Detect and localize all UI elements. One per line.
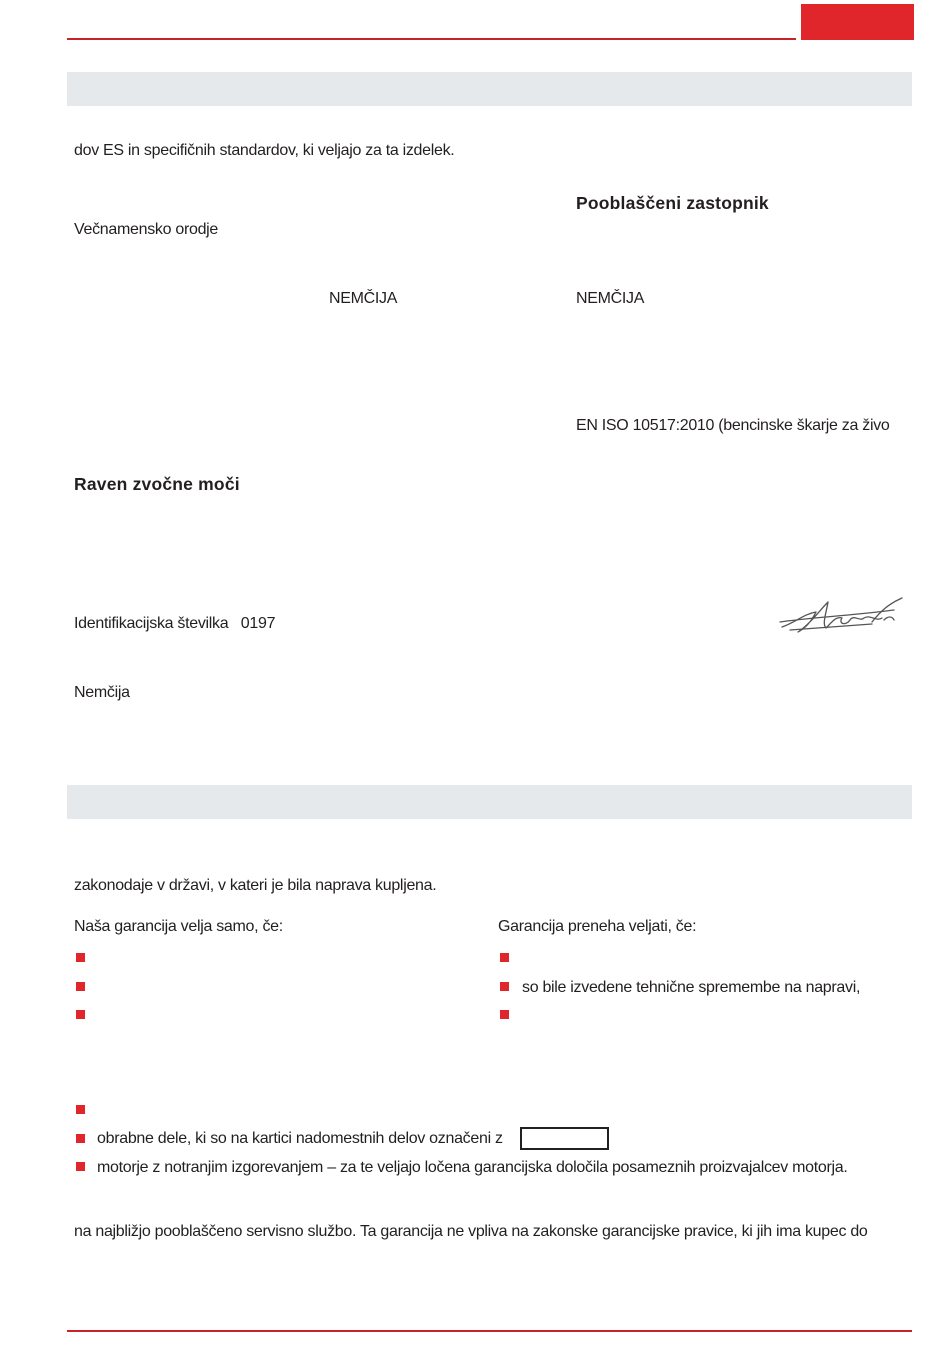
- manufacturer-country: NEMČIJA: [329, 290, 398, 307]
- applied-standard: EN ISO 10517:2010 (bencinske škarje za živo: [576, 417, 890, 434]
- header-tab: [801, 4, 914, 40]
- valid-bullet-1: [76, 953, 85, 962]
- header-rule: [67, 38, 796, 40]
- void-bullet-1: [500, 953, 509, 962]
- section-band-declaration: [67, 72, 912, 106]
- warranty-closing: na najbližjo pooblaščeno servisno službo. Ta garancija ne vpliva na zakonske garancijske pravice, ki jih ima kupec do: [74, 1223, 868, 1240]
- excluded-bullet-1: [76, 1105, 85, 1114]
- valid-bullet-2: [76, 982, 85, 991]
- valid-bullet-3: [76, 1010, 85, 1019]
- sound-power-heading: Raven zvočne moči: [74, 474, 240, 494]
- void-bullet-2: [500, 982, 509, 991]
- declaration-intro: dov ES in specifičnih standardov, ki veljajo za ta izdelek.: [74, 142, 455, 159]
- warranty-intro: zakonodaje v državi, v kateri je bila naprava kupljena.: [74, 877, 437, 894]
- excluded-bullet-2: [76, 1134, 85, 1143]
- authorized-rep-heading: Pooblaščeni zastopnik: [576, 193, 769, 213]
- declaration-place: Nemčija: [74, 684, 130, 701]
- void-item-2: so bile izvedene tehnične spremembe na napravi,: [522, 979, 861, 996]
- rep-country: NEMČIJA: [576, 290, 645, 307]
- excluded-bullet-3: [76, 1162, 85, 1171]
- footer-rule: [67, 1330, 912, 1332]
- valid-if-heading: Naša garancija velja samo, če:: [74, 918, 283, 935]
- notified-body-id: Identifikacijska številka 0197: [74, 615, 276, 632]
- section-band-warranty: [67, 785, 912, 819]
- excluded-item-3: motorje z notranjim izgorevanjem – za te veljajo ločena garancijska določila posameznih proizvajalcev motorja.: [97, 1159, 848, 1176]
- void-bullet-3: [500, 1010, 509, 1019]
- signature-image: [776, 592, 906, 638]
- product-type: Večnamensko orodje: [74, 221, 219, 238]
- wear-parts-symbol-box: [520, 1127, 609, 1150]
- void-if-heading: Garancija preneha veljati, če:: [498, 918, 697, 935]
- excluded-item-2: obrabne dele, ki so na kartici nadomestnih delov označeni z: [97, 1130, 503, 1147]
